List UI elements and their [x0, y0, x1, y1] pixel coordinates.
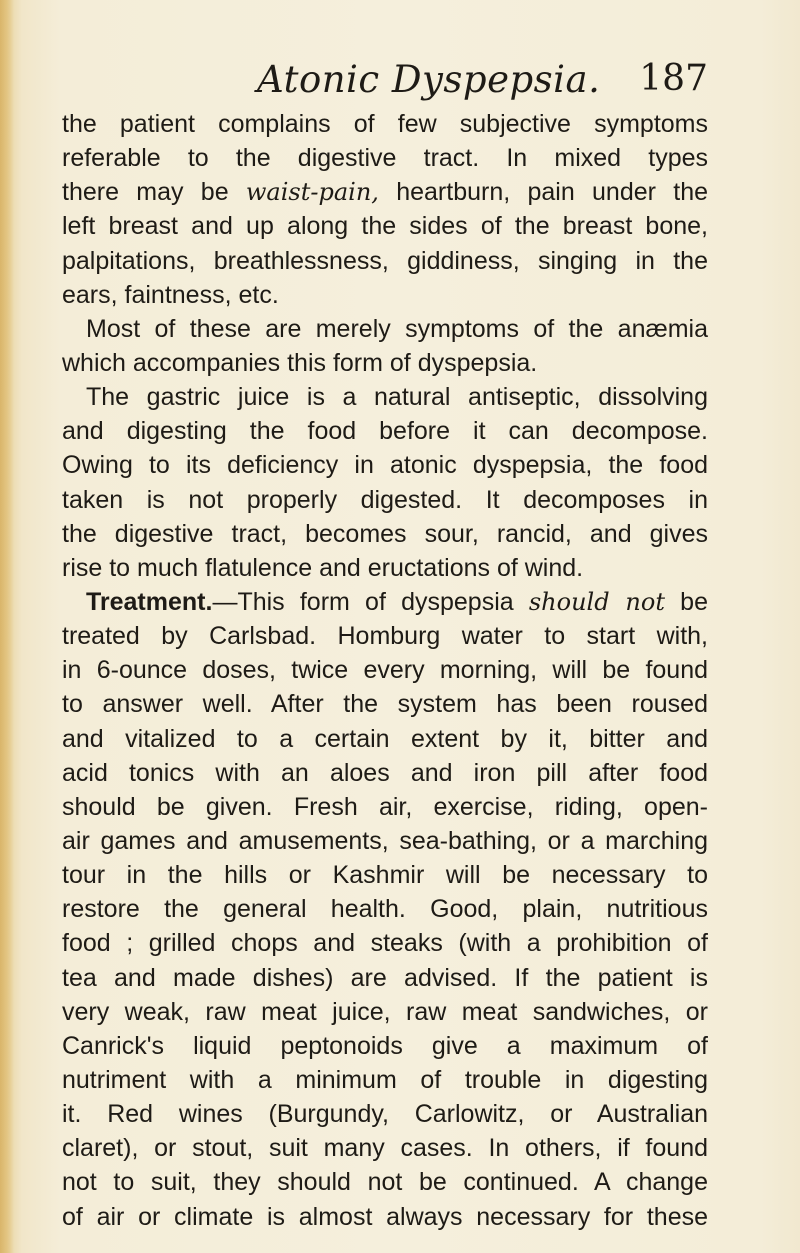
text-line: [62, 1165, 708, 1199]
text-line: [62, 995, 708, 1029]
italic-text: should not: [528, 587, 665, 616]
text-run: left breast and up along the sides of the breast bone,: [62, 212, 708, 241]
text-run: to answer well. After the system has been roused: [62, 690, 708, 719]
text-line: [62, 141, 708, 175]
text-line: [62, 926, 708, 960]
body-text: [62, 107, 708, 1234]
text-run: very weak, raw meat juice, raw meat sandwiches, or: [62, 997, 708, 1026]
running-head: [62, 52, 708, 102]
text-run: heartburn, pain under the: [378, 178, 708, 207]
text-run: of air or climate is almost always necessary for these: [62, 1202, 708, 1231]
text-line: [62, 687, 708, 721]
text-line: [62, 858, 708, 892]
text-run: Most of these are merely symptoms of the anæmia: [86, 314, 708, 343]
text-line: [62, 722, 708, 756]
text-line: [62, 619, 708, 653]
text-run: Canrick's liquid peptonoids give a maximum of: [62, 1031, 708, 1060]
text-run: which accompanies this form of dyspepsia.: [62, 348, 538, 377]
text-run: be: [664, 587, 708, 616]
text-line: [62, 1200, 708, 1234]
text-run: there may be: [62, 178, 246, 207]
text-line: [62, 346, 708, 380]
text-run: treated by Carlsbad. Homburg water to start with,: [62, 622, 708, 651]
page-number: 187: [639, 58, 708, 99]
text-line: [62, 1131, 708, 1165]
text-run: in 6-ounce doses, twice every morning, will be found: [62, 656, 708, 685]
text-run: nutriment with a minimum of trouble in digesting: [62, 1065, 708, 1094]
text-run: food ; grilled chops and steaks (with a prohibition of: [62, 929, 708, 958]
text-line: [62, 892, 708, 926]
text-run: palpitations, breathlessness, giddiness, singing in the: [62, 246, 708, 275]
text-line: [62, 448, 708, 482]
text-line: [62, 312, 708, 346]
text-run: Owing to its deficiency in atonic dyspepsia, the food: [62, 451, 708, 480]
text-line: [62, 1029, 708, 1063]
text-run: referable to the digestive tract. In mixed types: [62, 144, 708, 173]
text-run: claret), or stout, suit many cases. In others, if found: [62, 1134, 708, 1163]
text-line: [62, 653, 708, 687]
text-run: acid tonics with an aloes and iron pill after food: [62, 758, 708, 787]
text-line: [62, 483, 708, 517]
bold-heading-text: Treatment.: [86, 587, 213, 616]
text-run: ears, faintness, etc.: [62, 280, 279, 309]
text-line: [62, 107, 708, 141]
text-line: [62, 209, 708, 243]
text-line: [62, 1097, 708, 1131]
text-run: and vitalized to a certain extent by it, bitter and: [62, 724, 708, 753]
text-run: the patient complains of few subjective symptoms: [62, 110, 708, 138]
text-run: rise to much flatulence and eructations of wind.: [62, 553, 584, 582]
text-run: air games and amusements, sea-bathing, or a marching: [62, 826, 708, 855]
italic-text: waist-pain,: [245, 178, 379, 207]
text-line: [62, 1063, 708, 1097]
text-line: [62, 278, 708, 312]
text-line: [62, 551, 708, 585]
text-line: [62, 756, 708, 790]
text-line: [62, 175, 708, 209]
text-line: [62, 824, 708, 858]
text-run: —This form of dyspepsia: [212, 587, 529, 616]
text-line: [62, 790, 708, 824]
text-line: [62, 380, 708, 414]
text-run: restore the general health. Good, plain, nutritious: [62, 895, 708, 924]
text-run: should be given. Fresh air, exercise, riding, open-: [62, 792, 708, 821]
text-line: [62, 961, 708, 995]
text-run: not to suit, they should not be continued. A change: [62, 1168, 708, 1197]
text-run: The gastric juice is a natural antiseptic, dissolving: [86, 383, 708, 412]
text-line: [62, 517, 708, 551]
text-run: taken is not properly digested. It decomposes in: [62, 485, 708, 514]
text-line: [62, 244, 708, 278]
text-run: tea and made dishes) are advised. If the patient is: [62, 963, 708, 992]
page-spine-edge: [0, 0, 14, 1253]
text-run: it. Red wines (Burgundy, Carlowitz, or Australian: [62, 1100, 708, 1129]
text-line: [62, 585, 708, 619]
text-line: [62, 414, 708, 448]
running-title: Atonic Dyspepsia.: [257, 58, 601, 101]
text-run: tour in the hills or Kashmir will be necessary to: [62, 861, 708, 890]
text-run: the digestive tract, becomes sour, rancid, and gives: [62, 519, 708, 548]
text-run: and digesting the food before it can decompose.: [62, 417, 708, 446]
